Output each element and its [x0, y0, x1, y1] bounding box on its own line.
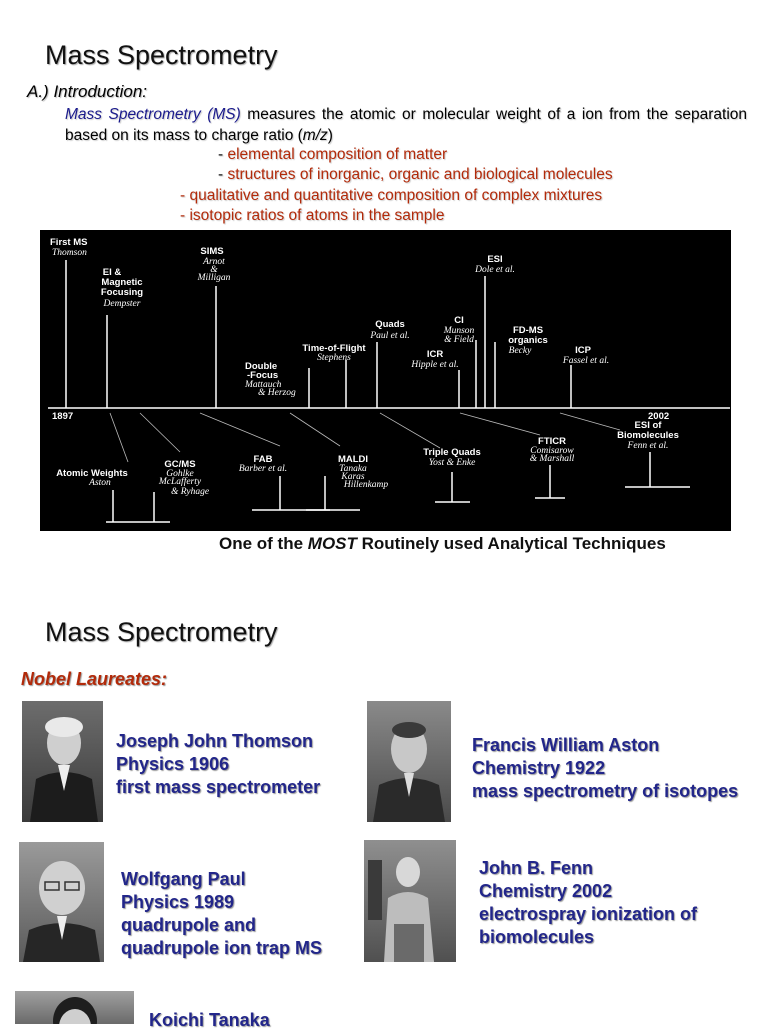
- bullet-dash: -: [218, 166, 228, 183]
- label-double-focus-sub2: & Herzog: [258, 388, 296, 398]
- label-triple-quads-sub: Yost & Enke: [428, 458, 476, 468]
- portrait-fenn: [364, 840, 456, 962]
- slide2-title: Mass Spectrometry: [45, 617, 278, 647]
- intro-paragraph: [65, 104, 747, 146]
- laureate-name: Wolfgang Paul: [121, 869, 246, 889]
- portrait-aston: [367, 701, 451, 822]
- label-fticr: FTICR: [538, 436, 566, 447]
- bullet-dash: -: [180, 187, 190, 204]
- bullet-text: elemental composition of matter: [227, 146, 448, 163]
- intro-mz: m/z: [302, 127, 328, 144]
- label-ei: EI &: [102, 267, 122, 278]
- intro-heading: A.) Introduction:: [27, 82, 148, 101]
- laureate-work: electrospray ionization of: [479, 904, 698, 924]
- laureate-name: Francis William Aston: [472, 735, 660, 755]
- label-atomic-weights-sub: Aston: [89, 478, 111, 488]
- laureate-work: mass spectrometry of isotopes: [472, 781, 739, 801]
- label-fab-sub: Barber et al.: [238, 464, 288, 474]
- label-double-focus-sub: Mattauch: [245, 380, 282, 390]
- label-double-focus-2: -Focus: [247, 370, 279, 381]
- label-fticr-sub2: & Marshall: [529, 454, 575, 464]
- label-icr: ICR: [426, 349, 444, 360]
- label-double-focus: Double: [245, 361, 278, 372]
- slide1-title: Mass Spectrometry: [45, 40, 278, 70]
- laureate-tanaka: [149, 1009, 270, 1032]
- bullet-text: structures of inorganic, organic and biological molecules: [227, 166, 613, 183]
- laureate-name: John B. Fenn: [479, 858, 593, 878]
- caption-post: Routinely used Analytical Techniques: [356, 534, 666, 553]
- laureate-work-2: biomolecules: [479, 927, 595, 947]
- label-ci: CI: [454, 315, 464, 326]
- label-gcms-sub2: McLafferty: [158, 477, 202, 487]
- label-triple-quads: Triple Quads: [423, 447, 481, 458]
- label-esi-bio: ESI of: [634, 420, 662, 431]
- laureate-prize: Physics 1906: [116, 754, 230, 774]
- label-maldi-sub: Tanaka: [339, 464, 367, 474]
- label-gcms-sub: Gohlke: [166, 469, 194, 479]
- label-fdms: FD-MS: [512, 325, 544, 336]
- bullet-item: [218, 146, 447, 164]
- label-gcms-sub3: & Ryhage: [170, 487, 210, 497]
- label-icp-sub: Fassel et al.: [562, 356, 610, 366]
- label-maldi: MALDI: [337, 454, 369, 465]
- label-maldi-sub2: Karas: [341, 472, 365, 482]
- laureate-thomson: [116, 730, 320, 799]
- bullet-dash: -: [218, 146, 228, 163]
- bullet-dash: -: [180, 207, 190, 224]
- bullet-text: qualitative and quantitative composition of complex mixtures: [189, 187, 603, 204]
- label-esi-bio-sub: Fenn et al.: [627, 441, 669, 451]
- laureate-prize: Chemistry 2002: [479, 881, 613, 901]
- ms-history-timeline: [40, 230, 731, 531]
- label-ci-sub: Munson: [443, 326, 475, 336]
- label-quads: Quads: [375, 319, 405, 330]
- label-fdms-sub: Becky: [508, 346, 532, 356]
- timeline-caption: [219, 534, 666, 554]
- label-ci-sub2: & Field: [444, 335, 474, 345]
- intro-text-2: ): [327, 127, 333, 144]
- label-maldi-sub3: Hillenkamp: [343, 480, 389, 490]
- portrait-paul: [19, 842, 104, 962]
- intro-term: Mass Spectrometry (MS): [65, 106, 241, 123]
- label-fab: FAB: [253, 454, 273, 465]
- label-sims-sub3: Milligan: [197, 273, 231, 283]
- bullet-item: [180, 187, 602, 205]
- label-first-ms-sub: Thomson: [52, 248, 87, 258]
- label-gcms: GC/MS: [164, 459, 196, 470]
- laureate-work: quadrupole and: [121, 915, 256, 935]
- portrait-thomson: [22, 701, 103, 822]
- label-esi-bio-2: Biomolecules: [617, 430, 679, 441]
- label-fdms-2: organics: [508, 335, 548, 346]
- label-ei-sub: Dempster: [103, 299, 141, 309]
- label-fticr-sub: Comisarow: [530, 446, 574, 456]
- label-esi: ESI: [487, 254, 503, 265]
- label-quads-sub: Paul et al.: [370, 331, 410, 341]
- label-tof: Time-of-Flight: [302, 343, 366, 354]
- laureate-fenn: [479, 857, 697, 949]
- label-icp: ICP: [575, 345, 591, 356]
- label-first-ms: First MS: [50, 237, 88, 248]
- label-sims-sub2: &: [210, 265, 218, 275]
- bullet-item: [180, 207, 444, 225]
- laureate-paul: [121, 868, 322, 960]
- end-year-label: 2002: [648, 411, 670, 422]
- label-sims-sub: Arnot: [203, 257, 225, 267]
- label-tof-sub: Stephens: [317, 353, 351, 363]
- laureate-name: Koichi Tanaka: [149, 1010, 270, 1030]
- laureate-aston: [472, 734, 738, 803]
- label-sims: SIMS: [200, 246, 224, 257]
- nobel-heading: Nobel Laureates:: [21, 669, 168, 689]
- label-ei-2: Magnetic: [101, 277, 143, 288]
- laureate-name: Joseph John Thomson: [116, 731, 314, 751]
- laureate-work: first mass spectrometer: [116, 777, 321, 797]
- bullet-text: isotopic ratios of atoms in the sample: [189, 207, 445, 224]
- caption-pre: One of the: [219, 534, 308, 553]
- start-year-label: 1897: [52, 411, 74, 422]
- portrait-tanaka: [15, 991, 134, 1024]
- bullet-item: [218, 166, 613, 184]
- label-ei-3: Focusing: [100, 287, 144, 298]
- caption-emphasis: MOST: [307, 534, 357, 553]
- laureate-work-2: quadrupole ion trap MS: [121, 938, 322, 958]
- label-icr-sub: Hipple et al.: [411, 360, 459, 370]
- label-atomic-weights: Atomic Weights: [56, 468, 128, 479]
- intro-text-1: measures the atomic or molecular weight of a ion from the separation based on its mass to charge ratio (: [65, 106, 747, 144]
- timeline-figure: [40, 230, 731, 531]
- label-esi-sub: Dole et al.: [475, 265, 515, 275]
- laureate-prize: Chemistry 1922: [472, 758, 606, 778]
- laureate-prize: Physics 1989: [121, 892, 235, 912]
